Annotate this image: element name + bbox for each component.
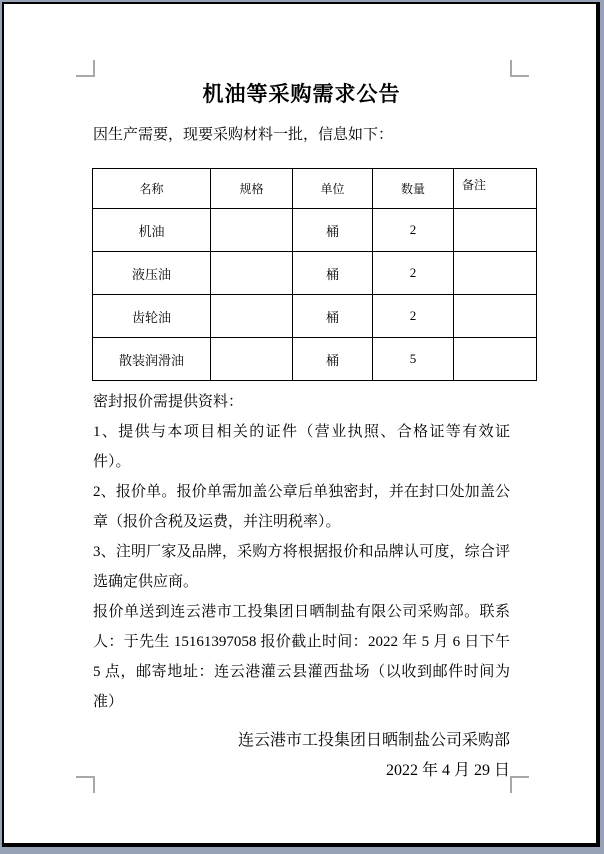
cell-name: 液压油 — [93, 252, 211, 295]
paragraph-item-3: 3、注明厂家及品牌，采购方将根据报价和品牌认可度，综合评选确定供应商。 — [93, 544, 510, 590]
document-body — [93, 4, 510, 786]
document-title: 机油等采购需求公告 — [202, 82, 401, 106]
body-paragraphs — [93, 387, 510, 717]
header-unit: 单位 — [293, 169, 373, 209]
cell-spec — [211, 295, 293, 338]
header-qty: 数量 — [373, 169, 454, 209]
table-header-row — [93, 169, 537, 209]
signature-block — [93, 726, 510, 786]
cell-qty: 2 — [373, 252, 454, 295]
paragraph-item-1: 1、提供与本项目相关的证件（营业执照、合格证等有效证件）。 — [93, 424, 510, 470]
intro-paragraph: 因生产需要，现要采购材料一批，信息如下： — [93, 127, 394, 143]
table-row — [93, 295, 537, 338]
cell-name: 机油 — [93, 209, 211, 252]
cell-unit: 桶 — [293, 338, 373, 381]
cell-note — [454, 338, 537, 381]
procurement-table — [92, 168, 537, 381]
document-page — [2, 2, 600, 847]
cell-name: 齿轮油 — [93, 295, 211, 338]
cell-qty: 2 — [373, 209, 454, 252]
header-note: 备注 — [454, 169, 537, 209]
cell-unit: 桶 — [293, 252, 373, 295]
cell-spec — [211, 209, 293, 252]
table-row — [93, 252, 537, 295]
header-name: 名称 — [93, 169, 211, 209]
crop-mark-top-right — [510, 60, 529, 77]
cell-name: 散装润滑油 — [93, 338, 211, 381]
table-row — [93, 338, 537, 381]
cell-unit: 桶 — [293, 295, 373, 338]
cell-qty: 2 — [373, 295, 454, 338]
cell-unit: 桶 — [293, 209, 373, 252]
cell-note — [454, 295, 537, 338]
paragraph-requirements-heading: 密封报价需提供资料： — [93, 394, 244, 410]
table-row — [93, 209, 537, 252]
cell-note — [454, 252, 537, 295]
cell-qty: 5 — [373, 338, 454, 381]
signature-date: 2022 年 4 月 29 日 — [385, 762, 510, 779]
signature-organization: 连云港市工投集团日晒制盐公司采购部 — [237, 732, 510, 749]
cell-note — [454, 209, 537, 252]
header-spec: 规格 — [211, 169, 293, 209]
crop-mark-bottom-right — [510, 776, 529, 793]
paragraph-item-2: 2、报价单。报价单需加盖公章后单独密封，并在封口处加盖公章（报价含税及运费，并注明税率）。 — [93, 484, 510, 530]
cell-spec — [211, 338, 293, 381]
cell-spec — [211, 252, 293, 295]
paragraph-contact-info: 报价单送到连云港市工投集团日晒制盐有限公司采购部。联系人：于先生 15161397058 报价截止时间：2022 年 5 月 6 日下午 5 点，邮寄地址：连云港灌云县灌西盐场（以收到邮件时间为准） — [93, 604, 510, 710]
